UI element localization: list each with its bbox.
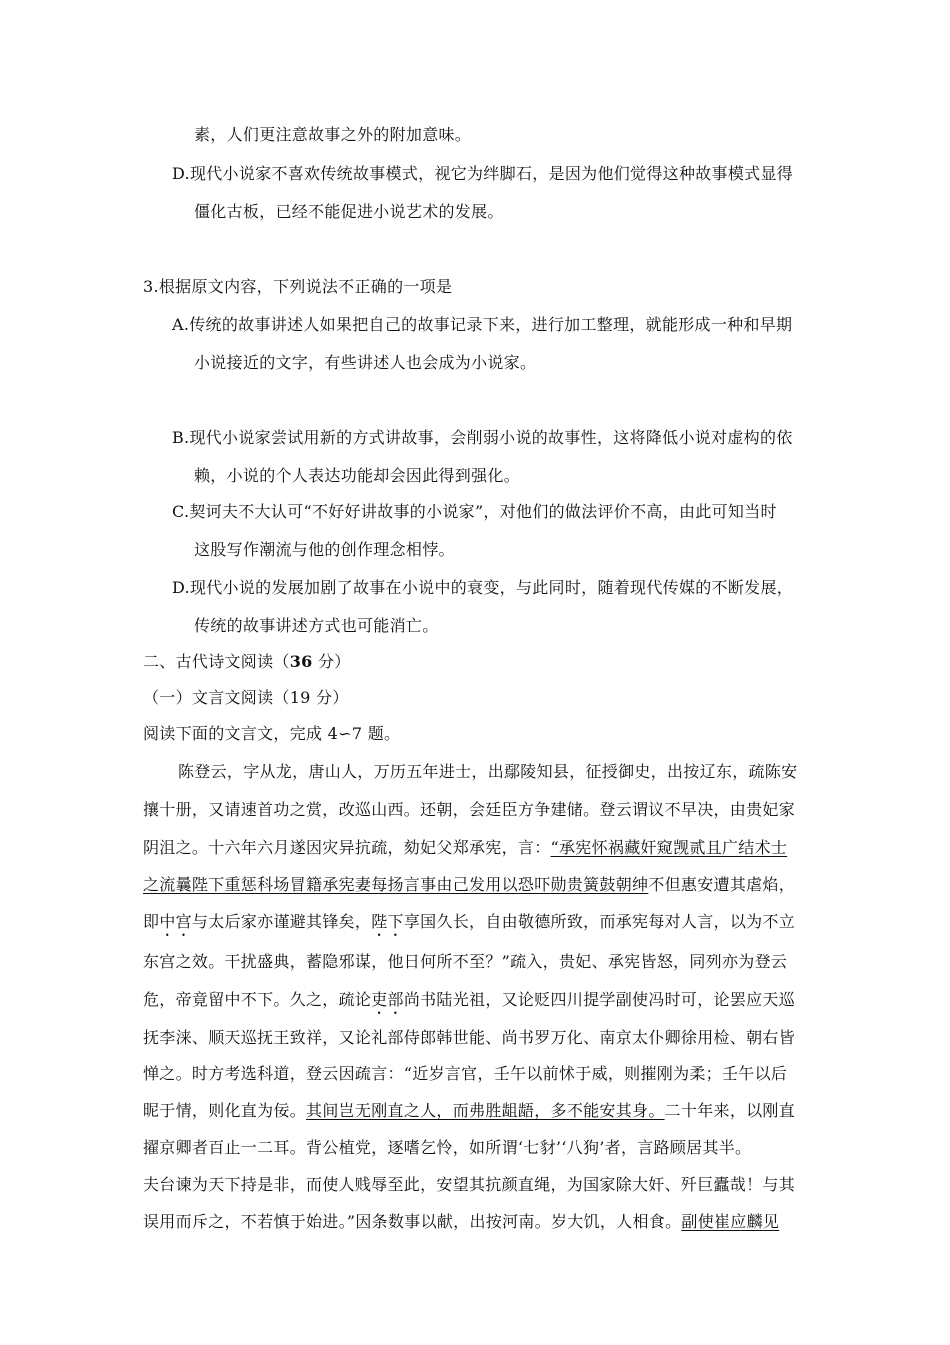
section-score: 36: [289, 652, 313, 671]
text-line: 僵化古板，已经不能促进小说艺术的发展。: [194, 202, 504, 221]
section-heading: [143, 652, 351, 672]
option-d-line: D.现代小说的发展加剧了故事在小说中的衰变，与此同时，随着现代传媒的不断发展，: [172, 578, 794, 597]
dotted-term: 陛下: [371, 912, 404, 931]
passage-line: [143, 875, 795, 895]
passage-line: [143, 1212, 779, 1232]
passage-line: 东宫之效。干扰盛典，蓄隐邪谋，他日何所不至？”疏入，贵妃、承宪皆怒，同列亦为登云: [143, 952, 788, 971]
passage-line: [143, 838, 787, 858]
passage-text: 昵于情，则化直为佞。: [143, 1101, 307, 1120]
passage-line: 陈登云，字从龙，唐山人，万历五年进士，出鄢陵知县，征授御史，出按辽东，疏陈安: [178, 762, 798, 781]
underlined-passage: 其间岂无刚直之人，而弗胜龃龉，多不能安其身。: [306, 1101, 665, 1120]
underlined-passage: 副使崔应麟见: [681, 1212, 780, 1231]
passage-text: 尚书陆光祖，又论贬四川提学副使冯时可，论罢应天巡: [403, 990, 796, 1009]
underlined-passage: 之流曩陛下重惩科场冒籍承宪妻每扬言事由己发用以恐吓勋贵簧鼓朝绅: [143, 875, 649, 894]
passage-line: 抚李涞、顺天巡抚王致祥，又论礼部侍郎韩世能、尚书罗万化、南京太仆卿徐用检、朝右皆: [143, 1028, 796, 1047]
text-line: 小说接近的文字，有些讲述人也会成为小说家。: [194, 353, 537, 372]
passage-line: 惮之。时方考选科道，登云因疏言：“近岁言官，壬午以前怵于威，则摧刚为柔；壬午以后: [143, 1064, 788, 1083]
text-line: 赖，小说的个人表达功能却会因此得到强化。: [194, 466, 521, 485]
text-line: 素，人们更注意故事之外的附加意味。: [194, 125, 472, 144]
text-line: 传统的故事讲述方式也可能消亡。: [194, 616, 439, 635]
passage-text: 二十年来，以刚直: [664, 1101, 796, 1120]
passage-text: 危，帝竟留中不下。久之，疏论: [143, 990, 372, 1009]
passage-text: 误用而斥之，不若慎于始进。”因条数事以献，出按河南。岁大饥，人相食。: [143, 1212, 682, 1231]
text-line: 这股写作潮流与他的创作理念相悖。: [194, 540, 455, 559]
dotted-term: 中宫: [159, 912, 192, 931]
passage-line: [143, 990, 795, 1018]
passage-text: 与太后家亦谨避其锋矣，: [191, 912, 372, 931]
passage-text: 阴沮之。十六年六月遂因灾异抗疏，劾妃父郑承宪，言：: [143, 838, 551, 857]
passage-line: 擢京卿者百止一二耳。背公植党，逐嗜乞怜，如所谓‘七豺’‘八狗’者，言路顾居其半。: [143, 1138, 752, 1157]
option-b-line: B.现代小说家尝试用新的方式讲故事，会削弱小说的故事性，这将降低小说对虚构的依: [172, 428, 793, 447]
option-a-line: A.传统的故事讲述人如果把自己的故事记录下来，进行加工整理，就能形成一种和早期: [172, 315, 793, 334]
option-d-line: D.现代小说家不喜欢传统故事模式，视它为绊脚石，是因为他们觉得这种故事模式显得: [172, 164, 794, 183]
section-heading-pre: 二、古代诗文阅读（: [143, 652, 290, 671]
underlined-passage: “承宪怀祸藏奸窥觊贰且广结术士: [550, 838, 788, 857]
instruction-line: 阅读下面的文言文，完成 4∽7 题。: [143, 724, 401, 743]
passage-text: 享国久长，自由敬德所致，而承宪每对人言，以为不立: [403, 912, 796, 931]
option-c-line: C.契诃夫不大认可“不好好讲故事的小说家”，对他们的做法评价不高，由此可知当时: [172, 502, 777, 521]
passage-line: [143, 1101, 795, 1121]
passage-line: [143, 912, 795, 940]
dotted-term: 吏部: [371, 990, 404, 1009]
question-3: 3.根据原文内容，下列说法不正确的一项是: [143, 277, 453, 296]
subsection-heading: （一）文言文阅读（19 分）: [143, 688, 349, 707]
passage-line: 夫台谏为天下持是非，而使人贱辱至此，安望其抗颜直绳，为国家除大奸、歼巨蠹哉！与其: [143, 1175, 796, 1194]
passage-line: 攘十册，又请速首功之赏，改巡山西。还朝，会廷臣方争建储。登云谓议不早决，由贵妃家: [143, 800, 796, 819]
passage-text: 不但惠安遭其虐焰，: [648, 875, 796, 894]
passage-text: 即: [143, 912, 160, 931]
section-heading-post: 分）: [312, 652, 351, 671]
